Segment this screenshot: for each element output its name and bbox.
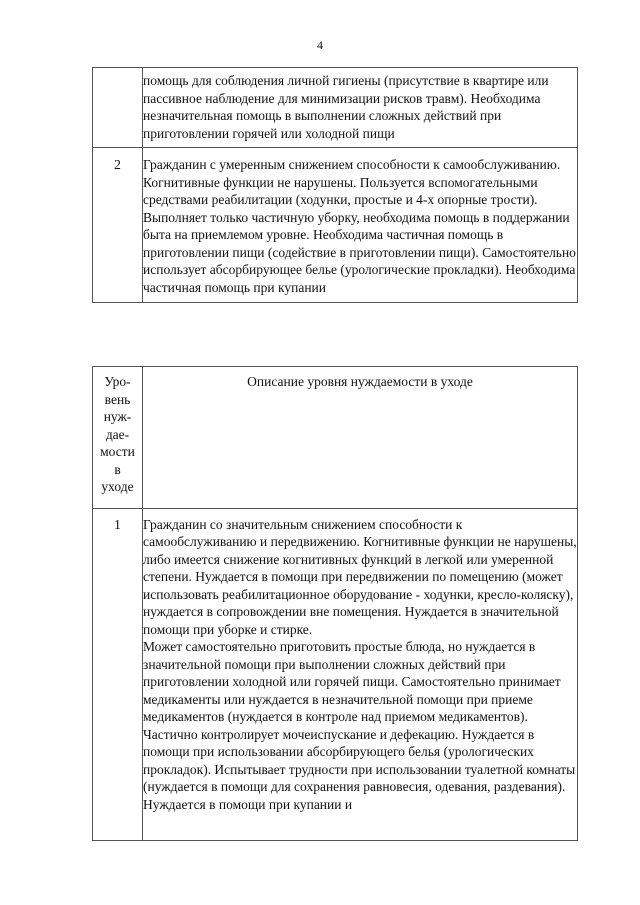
level-number-cell: 1 [93,508,143,840]
page-number: 4 [317,38,323,52]
description-paragraph: Может самостоятельно приготовить простые блюда, но нуждается в значительной помощи при выполнении сложных действий при приготовлении холодной или горячей пищи. Самостоятельно принимает медикаменты или нуждается в незначительной помощи при приеме медикаментов (нуждается в контроле над приемом медикаментов). Частично контролирует мочеиспускание и дефекацию. Нуждается в помощи при использовании абсорбирующего белья (урологических прокладок). Испытывает трудности при использовании туалетной комнаты (нуждается в помощи для сохранения равновесия, одевания, раздевания). Нуждается в помощи при купании и [143,639,576,812]
description-paragraph: Гражданин со значительным снижением способности к самообслуживанию и передвижению. Когнитивные функции не нарушены, либо имеется снижение когнитивных функций в легкой или умеренной степени. Нуждается в помощи при передвижении по помещению (может использовать реабилитационное оборудование - ходунки, кресло-коляску), нуждается в сопровождении вне помещения. Нуждается в значительной помощи при уборке и стирке. [143,516,577,637]
header-line: вень [104,391,131,407]
description-column-header: Описание уровня нуждаемости в уходе [143,367,578,509]
header-line: Уро- [104,374,131,389]
table-row [93,148,578,303]
table-row [93,68,578,148]
table-row [93,508,578,840]
level-number-cell [93,68,143,148]
header-line: дае- [105,426,130,442]
level-number-cell: 2 [93,148,143,303]
level-column-header [93,367,143,509]
level-description-cell: Гражданин с умеренным снижением способности к самообслуживанию. Когнитивные функции не нарушены. Пользуется вспомогательными средствами реабилитации (ходунки, простые и 4-х опорные трости). Выполняет только частичную уборку, необходима помощь в поддержании быта на приемлемом уровне. Необходима частичная помощь в приготовлении пищи (содействие в приготовлении пищи). Самостоятельно использует абсорбирующее белье (урологические прокладки). Необходима частичная помощь при купании [143,148,578,303]
header-line: уходе [101,479,134,494]
level-description-cell: помощь для соблюдения личной гигиены (присутствие в квартире или пассивное наблюдение для минимизации рисков травм). Необходима незначительная помощь в выполнении сложных действий при приготовлении горячей или холодной пищи [143,68,578,148]
header-line: в [114,461,121,477]
table-header-row [93,367,578,509]
header-line: мости [100,444,135,459]
level-description-cell [143,508,578,840]
care-level-table-continued [92,67,578,303]
header-line: нуж- [103,409,132,424]
care-level-table [92,366,578,841]
